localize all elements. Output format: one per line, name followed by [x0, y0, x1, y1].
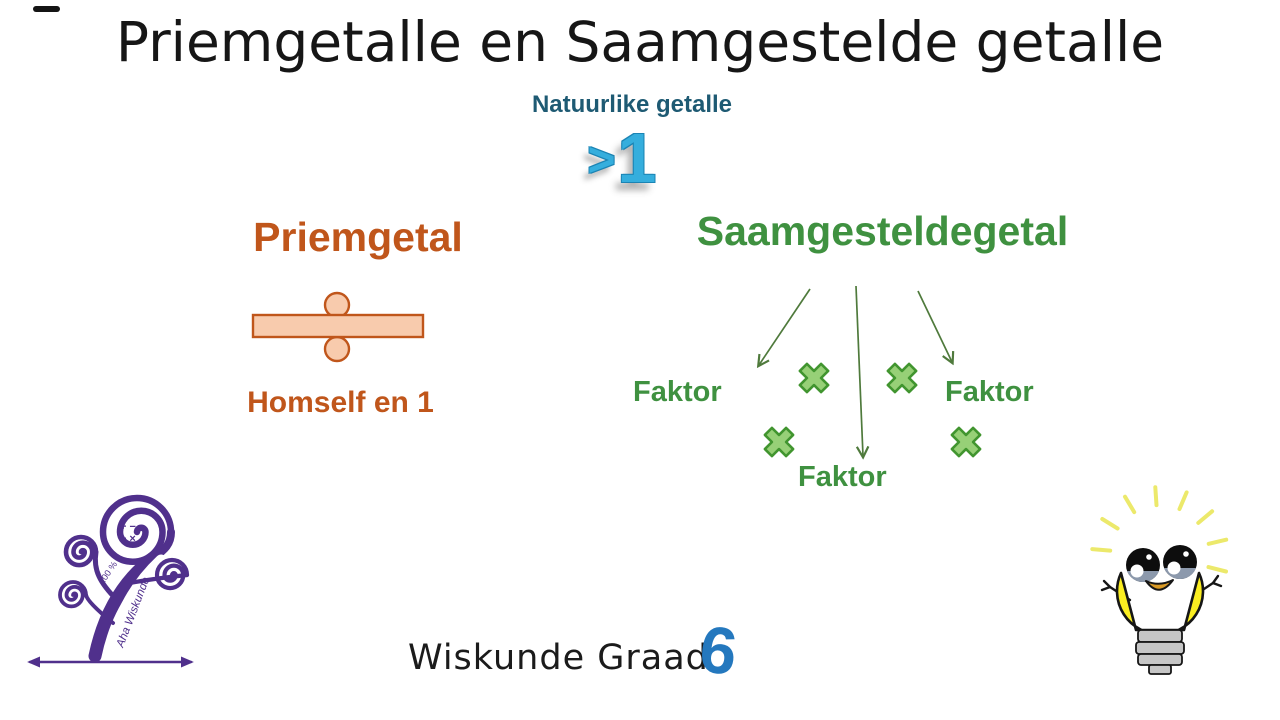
tree-spiral-left: [66, 537, 96, 565]
multiply-x-icon: [793, 357, 835, 399]
arrow-down-icon: [759, 289, 810, 365]
division-top-dot: [325, 293, 349, 317]
composite-heading: Saamgesteldegetal: [696, 208, 1069, 254]
footer-course-label: Wiskunde Graad: [408, 638, 709, 678]
factor-label-bottom: Faktor: [798, 461, 887, 493]
division-bar: [253, 315, 423, 337]
multiply-x-icon: [945, 421, 987, 463]
logo-percent-label: 100 %: [96, 559, 120, 587]
prime-caption: Homself en 1: [247, 386, 434, 419]
lightbulb-eyes: [1126, 545, 1197, 582]
division-bar-icon: [245, 288, 435, 366]
lightbulb-mouth: [1146, 580, 1173, 590]
factor-label-right: Faktor: [945, 376, 1034, 408]
logo-math-symbols-row1: + −: [120, 521, 136, 533]
natural-numbers-label: Natuurlike getalle: [531, 91, 733, 118]
logo-brand-text: Aha Wiskunde: [114, 575, 153, 650]
tree-spiral-right: [157, 560, 187, 588]
multiply-x-icon: [758, 421, 800, 463]
bulb-screw-base: [1136, 630, 1184, 674]
factor-label-left: Faktor: [633, 376, 722, 408]
number-one: 1: [617, 119, 657, 197]
multiply-x-icon: [881, 357, 923, 399]
logo-math-symbols-row2: ÷ ×: [120, 533, 136, 545]
greater-than-one-wordart: [0, 118, 1244, 198]
swirl-tree-logo-icon: [25, 488, 235, 688]
arrow-down-icon: [918, 291, 952, 362]
arrow-down-icon: [856, 286, 863, 456]
prime-heading: Priemgetal: [253, 214, 463, 260]
slide-title: Priemgetalle en Saamgestelde getalle: [115, 10, 1165, 74]
division-bottom-dot: [325, 337, 349, 361]
lightbulb-character-icon: [1085, 478, 1255, 713]
lightbulb-rays: [1092, 487, 1226, 571]
bulb-glass: [1117, 573, 1203, 634]
footer-grade-number: 6: [695, 611, 742, 689]
composite-diagram: [740, 275, 1010, 475]
tree-spiral-lower-left: [60, 582, 86, 606]
greater-than-symbol: >: [587, 134, 616, 187]
